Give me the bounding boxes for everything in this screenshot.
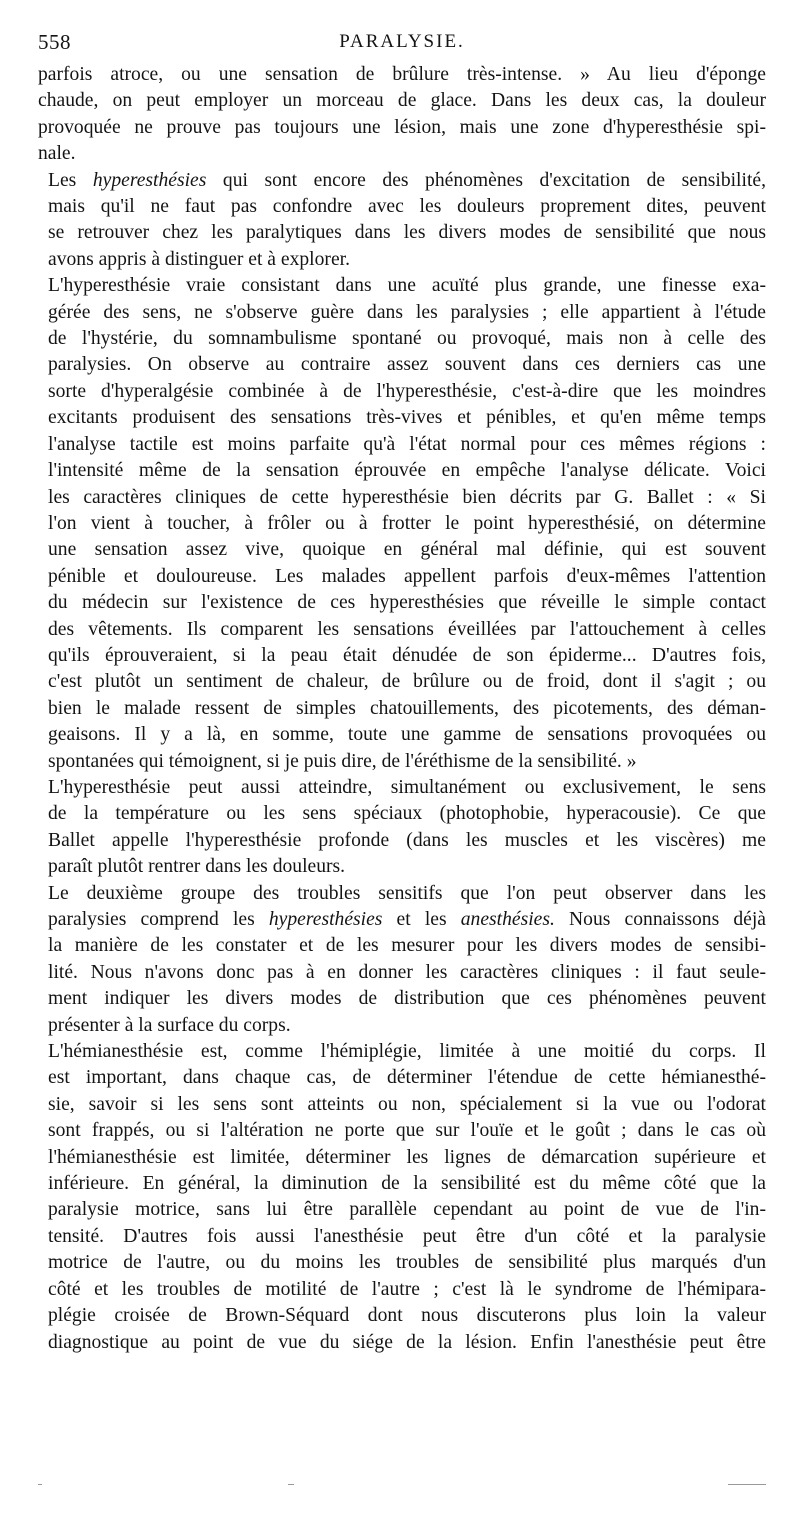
text-run: provoquée ne prouve pas toujours une lésion, mais une zone d'hyperesthésie spi- [38, 116, 766, 138]
text-line [38, 881, 766, 907]
text-line [38, 1277, 766, 1303]
paragraph [38, 273, 766, 775]
text-run: paralysies comprend les [48, 909, 269, 930]
text-run: de l'hystérie, du somnambulisme spontané ou provoqué, mais non à celle des [48, 328, 766, 350]
paragraph [38, 62, 766, 168]
body-text [38, 62, 766, 1356]
text-line [38, 1250, 766, 1276]
text-run: c'est plutôt un sentiment de chaleur, de brûlure ou de froid, dont il s'agit ; ou [48, 671, 766, 693]
text-run: excitants produisent des sensations très-vives et pénibles, et qu'en même temps [48, 407, 766, 429]
text-line [38, 722, 766, 748]
footer-marks [38, 1482, 766, 1488]
text-line [38, 1013, 766, 1039]
text-run: parfois atroce, ou une sensation de brûlure très-intense. » Au lieu d'éponge [38, 64, 766, 85]
text-line [38, 669, 766, 695]
text-line [38, 141, 766, 167]
italic-term: anesthésies. [460, 909, 555, 930]
text-line [38, 1145, 766, 1171]
text-run: lité. Nous n'avons donc pas à en donner les caractères cliniques : il faut seule- [48, 961, 766, 983]
text-run: bien le malade ressent de simples chatouillements, des picotements, des déman- [48, 697, 766, 719]
text-line [38, 933, 766, 959]
text-run: est important, dans chaque cas, de déterminer l'étendue de cette hémianesthé- [48, 1067, 766, 1089]
text-run: geaisons. Il y a là, en somme, toute une gamme de sensations provoquées ou [48, 724, 766, 746]
text-line [38, 511, 766, 537]
running-head [38, 30, 766, 62]
text-line [38, 379, 766, 405]
text-line [38, 458, 766, 484]
text-run: mais qu'il ne faut pas confondre avec les douleurs proprement dites, peuvent [48, 196, 766, 218]
text-run: se retrouver chez les paralytiques dans les divers modes de sensibilité que nous [48, 222, 766, 244]
text-line [38, 1197, 766, 1223]
text-run: l'hémianesthésie est limitée, déterminer les lignes de démarcation supérieure et [48, 1146, 766, 1168]
paragraph [38, 1039, 766, 1356]
text-run: les caractères cliniques de cette hyperesthésie bien décrits par G. Ballet : « Si [48, 486, 766, 508]
text-run: Ballet appelle l'hyperesthésie profonde (dans les muscles et les viscères) me [48, 829, 766, 851]
text-line [38, 617, 766, 643]
text-line [38, 168, 766, 194]
text-run: plégie croisée de Brown-Séquard dont nous discuterons plus loin la valeur [48, 1305, 766, 1327]
text-run: qu'ils éprouveraient, si la peau était dénudée de son épiderme... D'autres fois, [48, 644, 766, 666]
text-run: et les [382, 909, 461, 930]
text-run: paraît plutôt rentrer dans les douleurs. [48, 856, 346, 878]
text-run: une sensation assez vive, quoique en général mal définie, qui est souvent [48, 539, 766, 561]
paragraph [38, 775, 766, 881]
text-line [38, 1039, 766, 1065]
text-line [38, 564, 766, 590]
text-run: gérée des sens, ne s'observe guère dans les paralysies ; elle appartient à l'étude [48, 301, 766, 323]
text-run: L'hyperesthésie peut aussi atteindre, simultanément ou exclusivement, le sens [48, 776, 766, 798]
text-line [38, 749, 766, 775]
text-run: tensité. D'autres fois aussi l'anesthésie peut être d'un côté et la paralysie [48, 1225, 766, 1247]
text-line [38, 247, 766, 273]
text-line [38, 326, 766, 352]
text-run: ment indiquer les divers modes de distribution que ces phénomènes peuvent [48, 988, 766, 1010]
text-run: inférieure. En général, la diminution de la sensibilité est du même côté que la [48, 1173, 766, 1195]
text-line [38, 352, 766, 378]
text-run: Les [48, 169, 93, 191]
text-line [38, 432, 766, 458]
text-line [38, 1171, 766, 1197]
text-line [38, 300, 766, 326]
text-run: sorte d'hyperalgésie combinée à de l'hyperesthésie, c'est-à-dire que les moindres [48, 380, 766, 402]
text-line [38, 405, 766, 431]
text-line [38, 115, 766, 141]
text-line [38, 854, 766, 880]
text-line [38, 828, 766, 854]
paragraph [38, 881, 766, 1039]
text-run: paralysie motrice, sans lui être parallèle cependant au point de vue de l'in- [48, 1199, 766, 1221]
text-run: de la température ou les sens spéciaux (photophobie, hyperacousie). Ce que [48, 803, 766, 825]
italic-term: hyperesthésies [268, 909, 383, 930]
page-number: 558 [38, 30, 71, 54]
text-line [38, 62, 766, 88]
text-run: Nous connaissons déjà [554, 909, 766, 930]
text-run: paralysies. On observe au contraire assez souvent dans ces derniers cas une [48, 354, 766, 376]
text-run: des vêtements. Ils comparent les sensations éveillées par l'attouchement à celles [48, 618, 766, 640]
text-run: qui sont encore des phénomènes d'excitation de sensibilité, [206, 169, 766, 191]
text-run: l'on vient à toucher, à frôler ou à frotter le point hyperesthésié, on détermine [48, 512, 766, 534]
paragraph [38, 168, 766, 274]
text-run: avons appris à distinguer et à explorer. [48, 248, 350, 270]
text-line [38, 537, 766, 563]
text-run: présenter à la surface du corps. [48, 1014, 291, 1036]
text-line [38, 960, 766, 986]
text-line [38, 1118, 766, 1144]
text-run: la manière de les constater et de les mesurer pour les divers modes de sensibi- [48, 935, 766, 957]
text-line [38, 273, 766, 299]
text-line [38, 1224, 766, 1250]
running-title: PARALYSIE. [339, 31, 465, 52]
text-line [38, 88, 766, 114]
text-line [38, 801, 766, 827]
text-run: L'hémianesthésie est, comme l'hémiplégie, limitée à une moitié du corps. Il [48, 1041, 766, 1063]
text-run: sont frappés, ou si l'altération ne porte que sur l'ouïe et le goût ; dans le cas où [48, 1120, 766, 1142]
text-run: l'intensité même de la sensation éprouvée en empêche l'analyse délicate. Voici [48, 460, 766, 482]
text-run: spontanées qui témoignent, si je puis dire, de l'éréthisme de la sensibilité. » [48, 750, 637, 772]
text-line [38, 643, 766, 669]
text-line [38, 696, 766, 722]
text-line [38, 907, 766, 933]
document-page [38, 30, 766, 1356]
text-line [38, 220, 766, 246]
text-line [38, 590, 766, 616]
text-line [38, 485, 766, 511]
text-line [38, 194, 766, 220]
text-run: côté et les troubles de motilité de l'autre ; c'est là le syndrome de l'hémipara- [48, 1278, 766, 1300]
text-run: Le deuxième groupe des troubles sensitifs que l'on peut observer dans les [48, 882, 766, 904]
text-run: pénible et douloureuse. Les malades appellent parfois d'eux-mêmes l'attention [48, 565, 766, 587]
text-run: chaude, on peut employer un morceau de glace. Dans les deux cas, la douleur [38, 90, 766, 112]
text-run: diagnostique au point de vue du siége de la lésion. Enfin l'anesthésie peut être [48, 1331, 766, 1353]
text-run: l'analyse tactile est moins parfaite qu'à l'état normal pour ces mêmes régions : [48, 433, 766, 455]
text-line [38, 1092, 766, 1118]
text-run: du médecin sur l'existence de ces hyperesthésies que réveille le simple contact [48, 592, 766, 614]
text-line [38, 1330, 766, 1356]
text-run: sie, savoir si les sens sont atteints ou non, spécialement si la vue ou l'odorat [48, 1093, 766, 1115]
text-run: L'hyperesthésie vraie consistant dans une acuïté plus grande, une finesse exa- [48, 275, 766, 297]
text-run: nale. [38, 143, 76, 165]
text-line [38, 775, 766, 801]
italic-term: hyperesthésies [92, 169, 207, 191]
text-line [38, 1065, 766, 1091]
text-line [38, 986, 766, 1012]
text-line [38, 1303, 766, 1329]
text-run: motrice de l'autre, ou du moins les troubles de sensibilité plus marqués d'un [48, 1252, 766, 1274]
